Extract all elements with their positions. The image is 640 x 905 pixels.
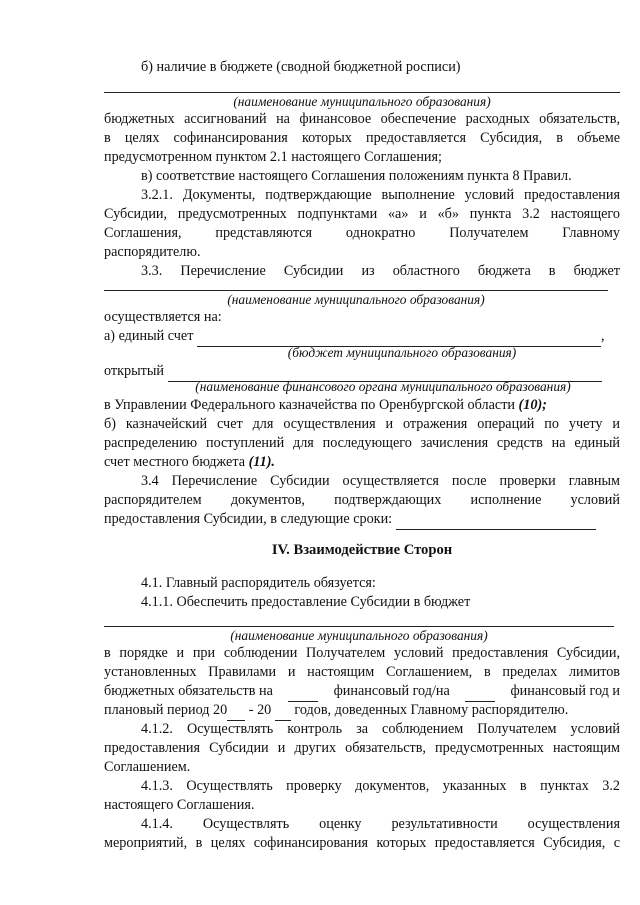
paragraph-33-line-3 bbox=[104, 396, 620, 415]
paragraph-321-line-1: 3.2.1. Документы, подтверждающие выполнение условий предоставления bbox=[141, 187, 620, 203]
opened-label: открытый bbox=[104, 363, 164, 379]
year-blank-4 bbox=[275, 701, 291, 721]
paragraph-411-line-4 bbox=[104, 682, 620, 702]
paragraph-33b-line-1: б) казначейский счет для осуществления и отражения операций по учету и bbox=[104, 416, 620, 432]
local-budget-text: счет местного бюджета bbox=[104, 454, 246, 470]
section-title: IV. Взаимодействие Сторон bbox=[271, 542, 453, 558]
blank-line-municipality-1 bbox=[104, 92, 620, 93]
blank-line-municipality-2 bbox=[104, 290, 608, 291]
paragraph-412-line-2: предоставления Субсидии и других обязательств, предусмотренных настоящим bbox=[104, 740, 620, 756]
paragraph-412-line-3: Соглашением. bbox=[104, 759, 191, 775]
paragraph-414-line-1: 4.1.4. Осуществлять оценку результативности осуществления bbox=[141, 816, 620, 832]
planning-text-c: годов, доведенных Главному распорядителю. bbox=[294, 702, 569, 718]
limits-text-b: финансовый год/на bbox=[333, 683, 450, 699]
paragraph-33-line-1: 3.3. Перечисление Субсидии из областного бюджета в бюджет bbox=[141, 263, 620, 279]
single-account-blank bbox=[197, 327, 601, 347]
caption-municipality-1: (наименование муниципального образования) bbox=[233, 94, 491, 109]
deadlines-text: предоставления Субсидии, в следующие сроки: bbox=[104, 511, 393, 527]
year-blank-2 bbox=[465, 682, 495, 702]
paragraph-v: в) соответствие настоящего Соглашения положениям пункта 8 Правил. bbox=[141, 168, 572, 184]
paragraph-41: 4.1. Главный распорядитель обязуется: bbox=[141, 575, 376, 591]
single-account-comma: , bbox=[600, 328, 605, 344]
treasury-text: в Управлении Федерального казначейства по Оренбургской области bbox=[104, 397, 515, 413]
paragraph-budget-line-2: в целях софинансирования которых предоставляется Субсидия, в объеме bbox=[104, 130, 620, 146]
paragraph-321-line-4: распорядителю. bbox=[104, 244, 201, 260]
caption-budget-municipality: (бюджет муниципального образования) bbox=[287, 345, 517, 360]
blank-line-municipality-3 bbox=[104, 626, 614, 627]
year-blank-3 bbox=[227, 701, 245, 721]
paragraph-321-line-3: Соглашения, представляются однократно Получателем Главному bbox=[104, 225, 620, 241]
paragraph-321-line-2: Субсидии, предусмотренных подпунктами «а» и «б» пункта 3.2 настоящего bbox=[104, 206, 620, 222]
paragraph-414-line-2: мероприятий, в целях софинансирования которых предоставляется Субсидия, с bbox=[104, 835, 620, 851]
limits-text-c: финансовый год и bbox=[510, 683, 620, 699]
single-account-line bbox=[104, 327, 620, 347]
single-account-label: а) единый счет bbox=[104, 328, 194, 344]
paragraph-33b-line-3 bbox=[104, 453, 620, 472]
planning-text-a: плановый период 20 bbox=[104, 702, 228, 718]
paragraph-413-line-1: 4.1.3. Осуществлять проверку документов, указанных в пунктах 3.2 bbox=[141, 778, 620, 794]
paragraph-34-line-3 bbox=[104, 510, 620, 530]
paragraph-412-line-1: 4.1.2. Осуществлять контроль за соблюдением Получателем условий bbox=[141, 721, 620, 737]
paragraph-33b-line-2: распределению поступлений для последующего зачисления средств на единый bbox=[104, 435, 620, 451]
limits-text-a: бюджетных обязательств на bbox=[104, 683, 273, 699]
paragraph-34-line-1: 3.4 Перечисление Субсидии осуществляется после проверки главным bbox=[141, 473, 620, 489]
paragraph-budget-line-3: предусмотренном пунктом 2.1 настоящего Соглашения; bbox=[104, 149, 442, 165]
caption-municipality-2: (наименование муниципального образования) bbox=[227, 292, 485, 307]
paragraph-411-line-2: в порядке и при соблюдении Получателем условий предоставления Субсидии, bbox=[104, 645, 620, 661]
paragraph-budget-line-1: бюджетных ассигнований на финансовое обеспечение расходных обязательств, bbox=[104, 111, 620, 127]
paragraph-33-line-2: осуществляется на: bbox=[104, 309, 222, 325]
caption-financial-body: (наименование финансового органа муниципального образования) bbox=[195, 379, 571, 394]
paragraph-411-line-5 bbox=[104, 701, 620, 721]
caption-municipality-3: (наименование муниципального образования) bbox=[230, 628, 488, 643]
year-blank-1 bbox=[288, 682, 318, 702]
footnote-ref-11: (11). bbox=[248, 454, 275, 470]
paragraph-b-availability: б) наличие в бюджете (сводной бюджетной росписи) bbox=[141, 59, 461, 75]
paragraph-34-line-2: распорядителем документов, подтверждающих исполнение условий bbox=[104, 492, 620, 508]
paragraph-411-line-1: 4.1.1. Обеспечить предоставление Субсидии в бюджет bbox=[141, 594, 471, 610]
paragraph-411-line-3: установленных Правилами и настоящим Соглашением, в пределах лимитов bbox=[104, 664, 620, 680]
deadlines-blank bbox=[396, 510, 596, 530]
planning-text-b: - 20 bbox=[248, 702, 272, 718]
paragraph-413-line-2: настоящего Соглашения. bbox=[104, 797, 255, 813]
footnote-ref-10: (10); bbox=[518, 397, 547, 413]
